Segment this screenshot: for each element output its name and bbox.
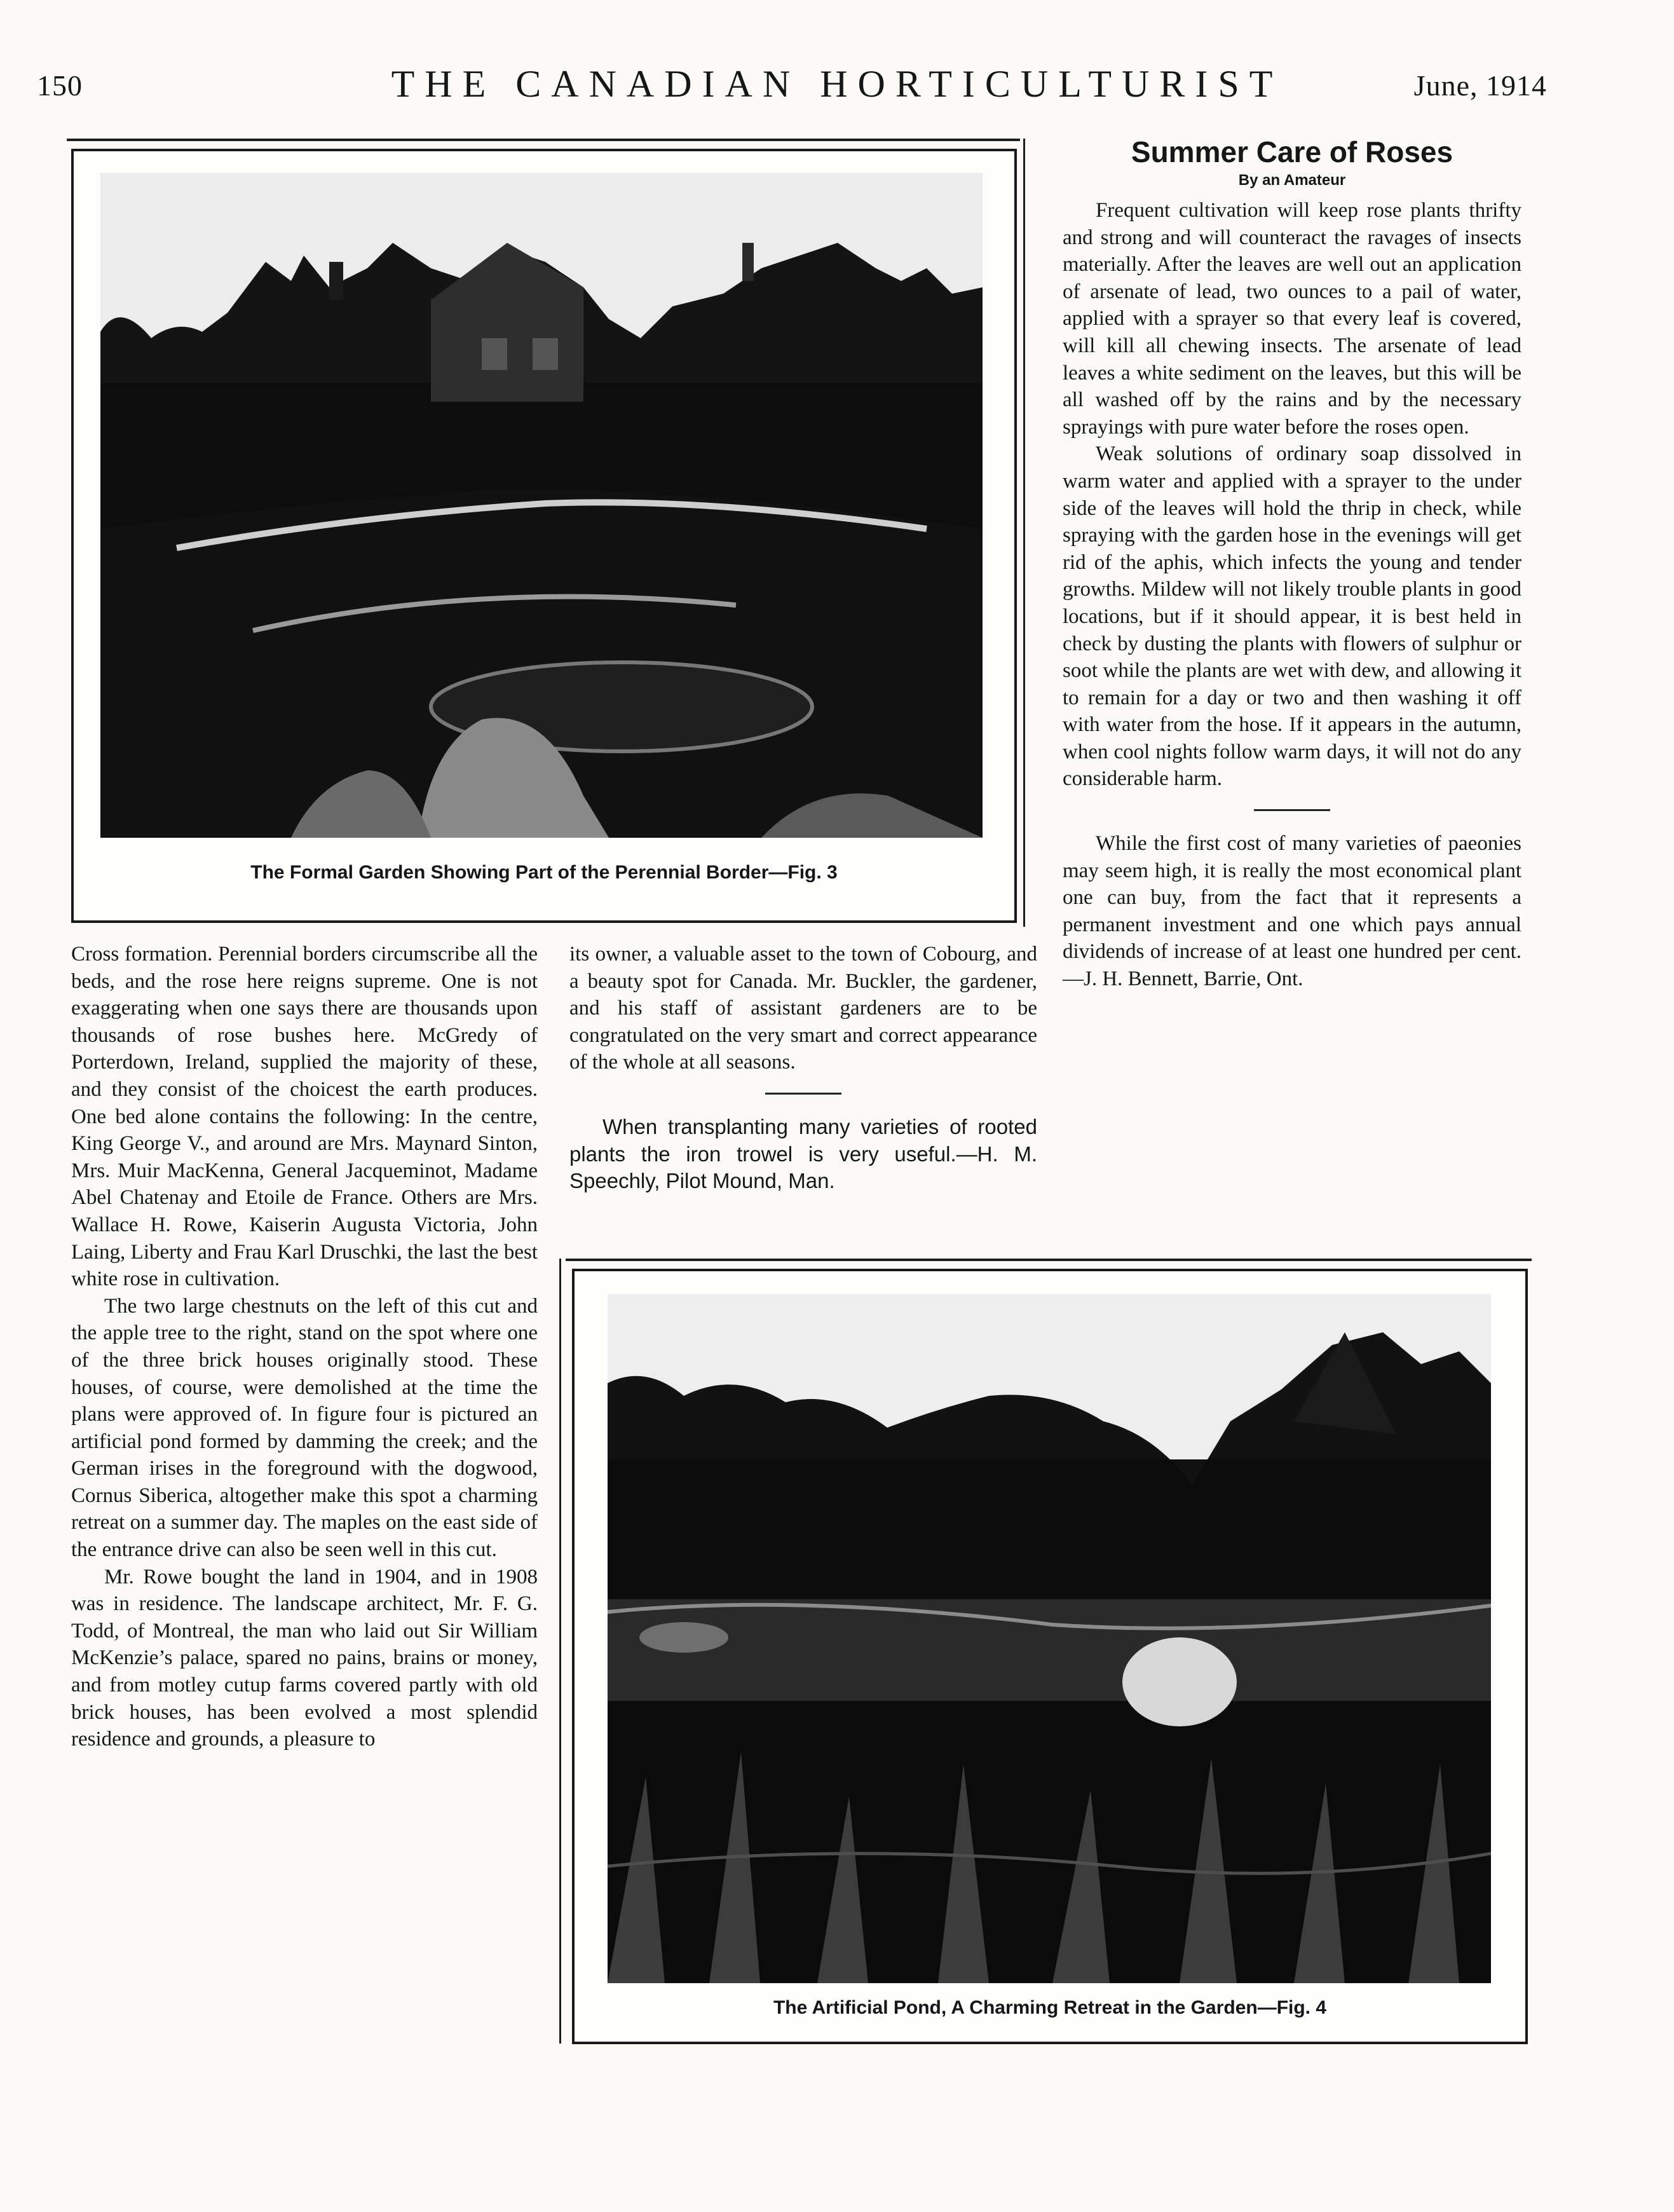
artificial-pond-illustration [608, 1294, 1491, 1983]
figure-4-frame [572, 1269, 1528, 2044]
paeonies-note: While the first cost of many varieties of paeonies may seem high, it is really the most economical plant one can buy, from the fact that it represents a permanent investment and one which pays annual dividends of increase of at least one hundred per cent.—J. H. Bennett, Barrie, Ont. [1063, 832, 1521, 991]
left-paragraph-1: Cross formation. Perennial borders circumscribe all the beds, and the rose here reigns supreme. One is not exaggerating when one says there are thousands upon thousands of rose bushes here. McGredy of Porterdown, Ireland, supplied the majority of these, and they consist of the choicest the earth produces. One bed alone contains the following: In the centre, King George V., and around are Mrs. Maynard Sinton, Mrs. Muir MacKenna, General Jacqueminot, Madame Abel Chatenay and Etoile de France. Others are Mrs. Wallace H. Rowe, Kaiserin Augusta Victoria, John Laing, Liberty and Frau Karl Druschki, the last the best white rose in cultivation. [71, 943, 538, 1291]
column-rule-top [1023, 139, 1025, 927]
top-rule [67, 139, 1020, 141]
middle-column-text [569, 941, 1037, 1195]
figure-4-top-rule [566, 1259, 1532, 1261]
left-column-text [71, 941, 538, 1753]
issue-date: June, 1914 [1413, 69, 1547, 102]
sidebar-article [1063, 133, 1521, 993]
formal-garden-illustration [100, 173, 983, 838]
column-rule-bottom [559, 1259, 561, 2044]
masthead: THE CANADIAN HORTICULTURIST [391, 63, 1283, 105]
left-paragraph-3: Mr. Rowe bought the land in 1904, and in 1908 was in residence. The landscape architect, Mr. F. G. Todd, of Montreal, the man who laid out Sir William McKenzie’s palace, spared no pains, brains or money, and from motley cutup farms covered partly with old brick houses, has been evolved a most splendid residence and grounds, a pleasure to [71, 1565, 538, 1751]
figure-3-frame [71, 149, 1017, 923]
figure-4-caption: The Artificial Pond, A Charming Retreat in the Garden—Fig. 4 [773, 1997, 1327, 2018]
figure-3-photo [100, 173, 983, 838]
sidebar-paragraph-1: Frequent cultivation will keep rose plants thrifty and strong and will counteract the ravages of insects materially. After the leaves are well out an application of arsenate of lead, two ounces to a pail of water, applied with a sprayer so that every leaf is covered, will kill all chewing insects. The arsenate of lead leaves a white sediment on the leaves, but this will be all washed off by the rains and by the necessary sprayings with pure water before the roses open. [1063, 199, 1521, 439]
figure-4-photo [608, 1294, 1491, 1983]
article-byline: By an Amateur [1238, 172, 1346, 189]
middle-separator [765, 1093, 841, 1095]
trowel-tip: When transplanting many varieties of rooted plants the iron trowel is very useful.—H. M. Speechly, Pilot Mound, Man. [569, 1114, 1037, 1193]
middle-continuation: its owner, a valuable asset to the town of Cobourg, and a beauty spot for Canada. Mr. Buckler, the gardener, and his staff of assistant gardeners are to be congratulated on the very smart and correct appearance of the whole at all seasons. [569, 943, 1037, 1074]
figure-3-caption: The Formal Garden Showing Part of the Perennial Border—Fig. 3 [250, 862, 838, 883]
sidebar-paragraph-2: Weak solutions of ordinary soap dissolved in warm water and applied with a sprayer to the under side of the leaves will hold the thrip in check, while spraying with the garden hose in the evenings will get rid of the aphis, which infects the young and tender growths. Mildew will not likely trouble plants in good locations, but if it should appear, it is best held in check by dusting the plants with flowers of sulphur or soot while the plants are wet with dew, and allowing it to remain for a day or two and then washing it off with water from the hose. If it appears in the autumn, when cool nights follow warm days, it will not do any considerable harm. [1063, 442, 1521, 791]
left-paragraph-2: The two large chestnuts on the left of this cut and the apple tree to the right, stand on the spot where one of the three brick houses originally stood. These houses, of course, were demolished at the time the plans were approved of. In figure four is pictured an artificial pond formed by damming the creek; and the German irises in the foreground with the dogwood, Cornus Siberica, altogether make this spot a charming retreat on a summer day. The maples on the east side of the entrance drive can also be seen well in this cut. [71, 1294, 538, 1562]
sidebar-separator [1254, 809, 1330, 811]
page-number: 150 [37, 69, 83, 102]
article-title: Summer Care of Roses [1131, 135, 1453, 168]
